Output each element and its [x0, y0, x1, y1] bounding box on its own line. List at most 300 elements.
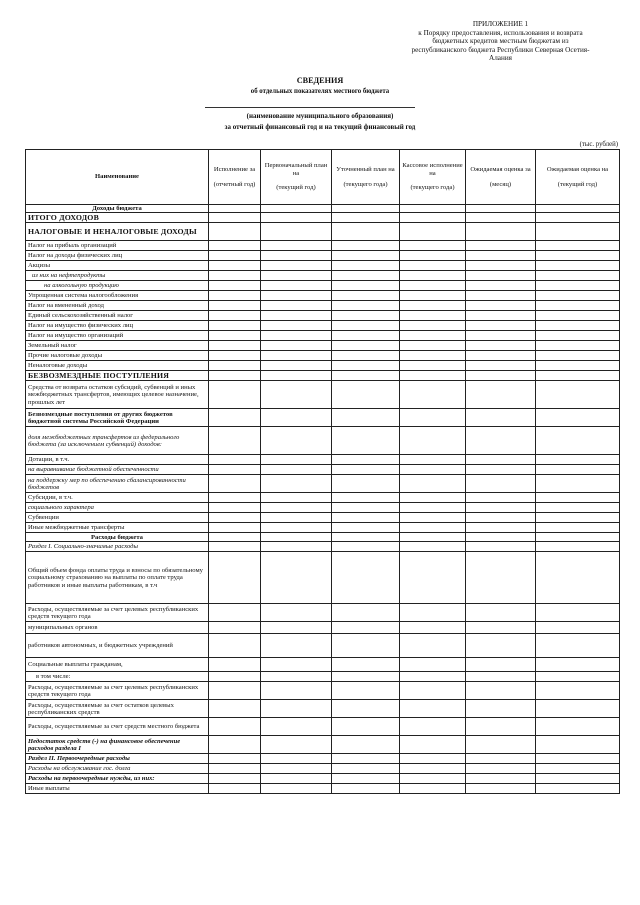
header-col-top: Ожидаемая оценка на — [546, 165, 609, 173]
value-cell[interactable] — [536, 622, 620, 634]
value-cell[interactable] — [400, 371, 466, 381]
value-cell[interactable] — [209, 351, 261, 361]
value-cell[interactable] — [536, 542, 620, 552]
table-row — [26, 672, 620, 682]
value-cell[interactable] — [209, 682, 261, 700]
value-cell[interactable] — [536, 503, 620, 513]
value-cell[interactable] — [209, 523, 261, 533]
row-label: Общий объем фонда оплаты труда и взносы по обязательному социальному страхованию на выплаты по оплате труда работников и иные выплаты работникам, в т.ч — [26, 552, 209, 604]
value-cell[interactable] — [400, 622, 466, 634]
value-cell[interactable] — [536, 513, 620, 523]
value-cell[interactable] — [332, 465, 400, 475]
value-cell[interactable] — [209, 281, 261, 291]
value-cell[interactable] — [536, 658, 620, 672]
value-cell[interactable] — [209, 503, 261, 513]
value-cell[interactable] — [209, 455, 261, 465]
value-cell[interactable] — [209, 754, 261, 764]
value-cell[interactable] — [466, 736, 536, 754]
value-cell[interactable] — [332, 251, 400, 261]
row-label: Раздел I. Социально-значимые расходы — [26, 542, 209, 552]
value-cell[interactable] — [466, 409, 536, 427]
value-cell[interactable] — [400, 634, 466, 658]
value-cell[interactable] — [261, 223, 332, 241]
value-cell[interactable] — [261, 331, 332, 341]
value-cell[interactable] — [209, 736, 261, 754]
table-row — [26, 764, 620, 774]
value-cell[interactable] — [209, 381, 261, 409]
value-cell[interactable] — [466, 371, 536, 381]
value-cell[interactable] — [400, 774, 466, 784]
value-cell[interactable] — [466, 351, 536, 361]
value-cell[interactable] — [209, 718, 261, 736]
value-cell[interactable] — [536, 682, 620, 700]
value-cell[interactable] — [332, 271, 400, 281]
value-cell[interactable] — [261, 754, 332, 764]
value-cell[interactable] — [332, 523, 400, 533]
value-cell[interactable] — [209, 774, 261, 784]
value-cell[interactable] — [209, 475, 261, 493]
value-cell[interactable] — [400, 361, 466, 371]
header-col-bottom: (текущий год) — [276, 184, 316, 192]
value-cell[interactable] — [209, 371, 261, 381]
value-cell[interactable] — [261, 241, 332, 251]
value-cell[interactable] — [332, 223, 400, 241]
header-name: Наименование — [26, 150, 209, 205]
value-cell[interactable] — [400, 271, 466, 281]
value-cell[interactable] — [536, 241, 620, 251]
value-cell[interactable] — [536, 205, 620, 213]
table-row — [26, 409, 620, 427]
value-cell[interactable] — [400, 291, 466, 301]
value-cell[interactable] — [400, 523, 466, 533]
value-cell[interactable] — [332, 754, 400, 764]
value-cell[interactable] — [466, 301, 536, 311]
row-label: Средства от возврата остатков субсидий, субвенций и иных межбюджетных трансфертов, имеющих целевое назначение, прошлых лет — [26, 381, 209, 409]
value-cell[interactable] — [261, 503, 332, 513]
header-col-5 — [466, 150, 536, 205]
value-cell[interactable] — [332, 361, 400, 371]
value-cell[interactable] — [332, 764, 400, 774]
value-cell[interactable] — [261, 455, 332, 465]
value-cell[interactable] — [261, 409, 332, 427]
value-cell[interactable] — [536, 784, 620, 794]
value-cell[interactable] — [261, 682, 332, 700]
value-cell[interactable] — [261, 205, 332, 213]
table-row — [26, 427, 620, 455]
value-cell[interactable] — [400, 764, 466, 774]
value-cell[interactable] — [261, 542, 332, 552]
header-col-top: Ожидаемая оценка за — [470, 165, 531, 173]
value-cell[interactable] — [332, 475, 400, 493]
value-cell[interactable] — [400, 493, 466, 503]
value-cell[interactable] — [466, 774, 536, 784]
value-cell[interactable] — [400, 682, 466, 700]
value-cell[interactable] — [536, 672, 620, 682]
value-cell[interactable] — [261, 301, 332, 311]
value-cell[interactable] — [400, 552, 466, 604]
value-cell[interactable] — [536, 361, 620, 371]
row-label: Расходы бюджета — [26, 533, 209, 542]
value-cell[interactable] — [332, 331, 400, 341]
value-cell[interactable] — [261, 213, 332, 223]
value-cell[interactable] — [261, 475, 332, 493]
value-cell[interactable] — [400, 311, 466, 321]
value-cell[interactable] — [261, 493, 332, 503]
value-cell[interactable] — [261, 658, 332, 672]
row-label: на алкогольную продукцию — [26, 281, 209, 291]
value-cell[interactable] — [261, 736, 332, 754]
value-cell[interactable] — [261, 251, 332, 261]
value-cell[interactable] — [261, 351, 332, 361]
value-cell[interactable] — [332, 455, 400, 465]
value-cell[interactable] — [400, 672, 466, 682]
value-cell[interactable] — [332, 351, 400, 361]
value-cell[interactable] — [400, 503, 466, 513]
header-col-2 — [261, 150, 332, 205]
value-cell[interactable] — [209, 634, 261, 658]
value-cell[interactable] — [209, 251, 261, 261]
value-cell[interactable] — [466, 493, 536, 503]
value-cell[interactable] — [209, 241, 261, 251]
value-cell[interactable] — [466, 503, 536, 513]
row-label: на выравнивание бюджетной обеспеченности — [26, 465, 209, 475]
value-cell[interactable] — [332, 672, 400, 682]
value-cell[interactable] — [536, 475, 620, 493]
value-cell[interactable] — [466, 213, 536, 223]
table-row — [26, 455, 620, 465]
value-cell[interactable] — [209, 331, 261, 341]
value-cell[interactable] — [209, 261, 261, 271]
value-cell[interactable] — [400, 261, 466, 271]
table-row — [26, 774, 620, 784]
value-cell[interactable] — [466, 475, 536, 493]
municipality-fill-line — [205, 107, 415, 108]
value-cell[interactable] — [466, 542, 536, 552]
value-cell[interactable] — [332, 213, 400, 223]
value-cell[interactable] — [400, 465, 466, 475]
value-cell[interactable] — [261, 341, 332, 351]
value-cell[interactable] — [332, 634, 400, 658]
value-cell[interactable] — [261, 321, 332, 331]
value-cell[interactable] — [209, 311, 261, 321]
value-cell[interactable] — [466, 604, 536, 622]
value-cell[interactable] — [466, 682, 536, 700]
value-cell[interactable] — [261, 465, 332, 475]
value-cell[interactable] — [400, 700, 466, 718]
value-cell[interactable] — [261, 634, 332, 658]
value-cell[interactable] — [261, 291, 332, 301]
table-row — [26, 552, 620, 604]
value-cell[interactable] — [332, 700, 400, 718]
value-cell[interactable] — [466, 261, 536, 271]
value-cell[interactable] — [400, 542, 466, 552]
value-cell[interactable] — [466, 513, 536, 523]
row-label: социального характера — [26, 503, 209, 513]
value-cell[interactable] — [400, 736, 466, 754]
table-row — [26, 634, 620, 658]
value-cell[interactable] — [536, 321, 620, 331]
value-cell[interactable] — [400, 513, 466, 523]
appendix-line: к Порядку предоставления, использования и возврата — [418, 28, 583, 37]
value-cell[interactable] — [536, 381, 620, 409]
value-cell[interactable] — [261, 281, 332, 291]
value-cell[interactable] — [209, 409, 261, 427]
value-cell[interactable] — [400, 754, 466, 764]
value-cell[interactable] — [536, 718, 620, 736]
value-cell[interactable] — [261, 371, 332, 381]
value-cell[interactable] — [209, 213, 261, 223]
row-label: доля межбюджетных трансфертов из федерального бюджета (за исключением субвенций) доходов: — [26, 427, 209, 455]
value-cell[interactable] — [466, 311, 536, 321]
value-cell[interactable] — [536, 341, 620, 351]
value-cell[interactable] — [261, 700, 332, 718]
value-cell[interactable] — [209, 784, 261, 794]
value-cell[interactable] — [332, 311, 400, 321]
row-label: Дотации, в т.ч. — [26, 455, 209, 465]
table-row — [26, 281, 620, 291]
value-cell[interactable] — [466, 455, 536, 465]
appendix-block — [398, 20, 603, 63]
value-cell[interactable] — [536, 774, 620, 784]
value-cell[interactable] — [400, 321, 466, 331]
value-cell[interactable] — [209, 465, 261, 475]
value-cell[interactable] — [466, 331, 536, 341]
value-cell[interactable] — [209, 223, 261, 241]
value-cell[interactable] — [400, 784, 466, 794]
value-cell[interactable] — [332, 321, 400, 331]
value-cell[interactable] — [332, 301, 400, 311]
value-cell[interactable] — [400, 223, 466, 241]
value-cell[interactable] — [536, 261, 620, 271]
value-cell[interactable] — [209, 622, 261, 634]
value-cell[interactable] — [466, 533, 536, 542]
value-cell[interactable] — [536, 251, 620, 261]
value-cell[interactable] — [209, 271, 261, 281]
row-label: из них на нефтепродукты — [26, 271, 209, 281]
value-cell[interactable] — [400, 331, 466, 341]
value-cell[interactable] — [332, 513, 400, 523]
value-cell[interactable] — [466, 251, 536, 261]
row-label: Налог на прибыль организаций — [26, 241, 209, 251]
value-cell[interactable] — [209, 604, 261, 622]
units-label: (тыс. рублей) — [579, 141, 618, 148]
value-cell[interactable] — [536, 465, 620, 475]
value-cell[interactable] — [536, 371, 620, 381]
value-cell[interactable] — [332, 205, 400, 213]
value-cell[interactable] — [536, 455, 620, 465]
value-cell[interactable] — [536, 604, 620, 622]
value-cell[interactable] — [209, 341, 261, 351]
value-cell[interactable] — [536, 552, 620, 604]
value-cell[interactable] — [536, 764, 620, 774]
value-cell[interactable] — [536, 427, 620, 455]
value-cell[interactable] — [332, 542, 400, 552]
value-cell[interactable] — [332, 658, 400, 672]
value-cell[interactable] — [332, 241, 400, 251]
value-cell[interactable] — [466, 427, 536, 455]
value-cell[interactable] — [536, 281, 620, 291]
value-cell[interactable] — [400, 409, 466, 427]
value-cell[interactable] — [261, 672, 332, 682]
value-cell[interactable] — [466, 241, 536, 251]
value-cell[interactable] — [261, 533, 332, 542]
value-cell[interactable] — [332, 381, 400, 409]
value-cell[interactable] — [332, 503, 400, 513]
value-cell[interactable] — [209, 672, 261, 682]
value-cell[interactable] — [536, 493, 620, 503]
value-cell[interactable] — [536, 634, 620, 658]
value-cell[interactable] — [536, 533, 620, 542]
value-cell[interactable] — [261, 361, 332, 371]
value-cell[interactable] — [400, 658, 466, 672]
value-cell[interactable] — [466, 381, 536, 409]
value-cell[interactable] — [400, 455, 466, 465]
value-cell[interactable] — [209, 552, 261, 604]
value-cell[interactable] — [209, 533, 261, 542]
value-cell[interactable] — [466, 291, 536, 301]
value-cell[interactable] — [332, 604, 400, 622]
value-cell[interactable] — [261, 427, 332, 455]
value-cell[interactable] — [536, 291, 620, 301]
value-cell[interactable] — [466, 764, 536, 774]
value-cell[interactable] — [261, 774, 332, 784]
value-cell[interactable] — [209, 205, 261, 213]
value-cell[interactable] — [332, 371, 400, 381]
value-cell[interactable] — [209, 700, 261, 718]
value-cell[interactable] — [261, 718, 332, 736]
value-cell[interactable] — [466, 634, 536, 658]
value-cell[interactable] — [536, 331, 620, 341]
value-cell[interactable] — [536, 223, 620, 241]
value-cell[interactable] — [536, 754, 620, 764]
value-cell[interactable] — [261, 513, 332, 523]
value-cell[interactable] — [466, 205, 536, 213]
value-cell[interactable] — [466, 223, 536, 241]
value-cell[interactable] — [261, 552, 332, 604]
value-cell[interactable] — [332, 552, 400, 604]
value-cell[interactable] — [466, 465, 536, 475]
value-cell[interactable] — [332, 736, 400, 754]
value-cell[interactable] — [332, 682, 400, 700]
value-cell[interactable] — [466, 622, 536, 634]
value-cell[interactable] — [400, 281, 466, 291]
value-cell[interactable] — [332, 718, 400, 736]
value-cell[interactable] — [536, 271, 620, 281]
appendix-line: бюджетных кредитов местным бюджетам из — [432, 37, 569, 46]
row-label: Расходы на обслуживание гос. долга — [26, 764, 209, 774]
value-cell[interactable] — [209, 764, 261, 774]
appendix-line: республиканского бюджета Республики Северная Осетия- — [411, 45, 590, 54]
appendix-line: Алания — [489, 54, 512, 63]
value-cell[interactable] — [261, 764, 332, 774]
value-cell[interactable] — [536, 700, 620, 718]
value-cell[interactable] — [400, 251, 466, 261]
value-cell[interactable] — [209, 361, 261, 371]
value-cell[interactable] — [466, 281, 536, 291]
value-cell[interactable] — [400, 381, 466, 409]
value-cell[interactable] — [400, 351, 466, 361]
value-cell[interactable] — [332, 427, 400, 455]
value-cell[interactable] — [261, 311, 332, 321]
value-cell[interactable] — [466, 700, 536, 718]
value-cell[interactable] — [332, 493, 400, 503]
value-cell[interactable] — [466, 672, 536, 682]
header-col-top: Исполнение за — [213, 165, 256, 173]
value-cell[interactable] — [332, 622, 400, 634]
value-cell[interactable] — [209, 658, 261, 672]
table-row — [26, 622, 620, 634]
value-cell[interactable] — [332, 774, 400, 784]
value-cell[interactable] — [261, 622, 332, 634]
table-row — [26, 341, 620, 351]
value-cell[interactable] — [332, 341, 400, 351]
value-cell[interactable] — [400, 475, 466, 493]
value-cell[interactable] — [332, 291, 400, 301]
value-cell[interactable] — [209, 427, 261, 455]
value-cell[interactable] — [332, 261, 400, 271]
value-cell[interactable] — [261, 381, 332, 409]
value-cell[interactable] — [400, 427, 466, 455]
value-cell[interactable] — [209, 493, 261, 503]
value-cell[interactable] — [400, 241, 466, 251]
value-cell[interactable] — [209, 291, 261, 301]
row-label: Недостаток средств (-) на финансовое обеспечение расходов раздела I — [26, 736, 209, 754]
value-cell[interactable] — [466, 321, 536, 331]
value-cell[interactable] — [536, 301, 620, 311]
value-cell[interactable] — [261, 784, 332, 794]
row-label: Земельный налог — [26, 341, 209, 351]
value-cell[interactable] — [332, 784, 400, 794]
value-cell[interactable] — [536, 311, 620, 321]
value-cell[interactable] — [261, 604, 332, 622]
value-cell[interactable] — [466, 552, 536, 604]
value-cell[interactable] — [536, 736, 620, 754]
value-cell[interactable] — [209, 513, 261, 523]
value-cell[interactable] — [261, 261, 332, 271]
value-cell[interactable] — [466, 271, 536, 281]
value-cell[interactable] — [466, 658, 536, 672]
value-cell[interactable] — [332, 409, 400, 427]
value-cell[interactable] — [466, 784, 536, 794]
table-row — [26, 301, 620, 311]
value-cell[interactable] — [400, 718, 466, 736]
value-cell[interactable] — [209, 542, 261, 552]
value-cell[interactable] — [536, 409, 620, 427]
value-cell[interactable] — [466, 341, 536, 351]
table-row — [26, 321, 620, 331]
value-cell[interactable] — [332, 533, 400, 542]
value-cell[interactable] — [536, 523, 620, 533]
value-cell[interactable] — [536, 213, 620, 223]
table-row — [26, 784, 620, 794]
value-cell[interactable] — [466, 754, 536, 764]
value-cell[interactable] — [400, 604, 466, 622]
value-cell[interactable] — [466, 361, 536, 371]
value-cell[interactable] — [400, 533, 466, 542]
value-cell[interactable] — [332, 281, 400, 291]
value-cell[interactable] — [400, 301, 466, 311]
value-cell[interactable] — [261, 523, 332, 533]
value-cell[interactable] — [400, 213, 466, 223]
value-cell[interactable] — [466, 718, 536, 736]
value-cell[interactable] — [209, 301, 261, 311]
value-cell[interactable] — [400, 205, 466, 213]
value-cell[interactable] — [400, 341, 466, 351]
value-cell[interactable] — [466, 523, 536, 533]
value-cell[interactable] — [536, 351, 620, 361]
value-cell[interactable] — [209, 321, 261, 331]
value-cell[interactable] — [261, 271, 332, 281]
